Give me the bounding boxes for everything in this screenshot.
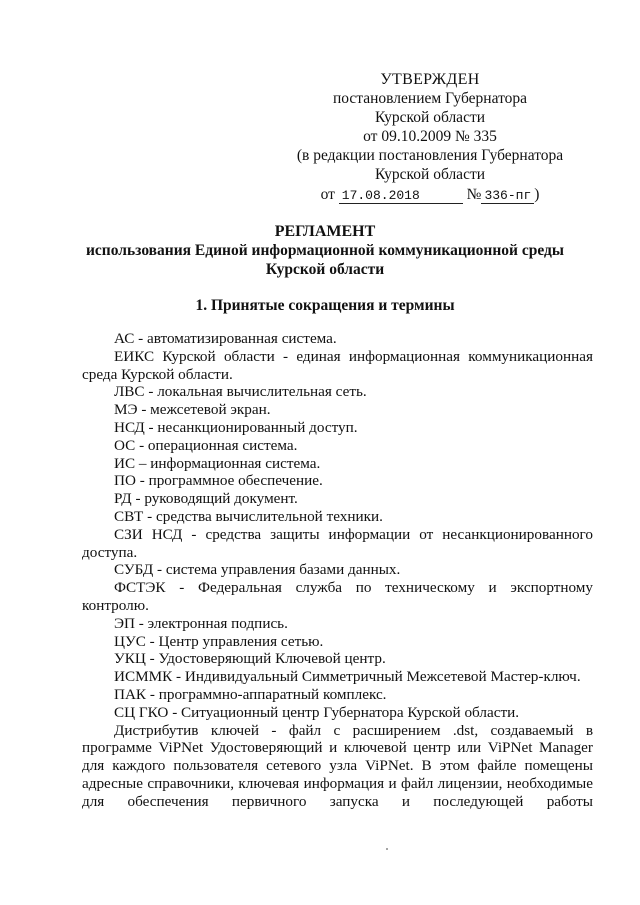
scan-speck — [386, 848, 388, 850]
term-paragraph: СЦ ГКО - Ситуационный центр Губернатора Курской области. — [114, 703, 520, 721]
term-paragraph: МЭ - межсетевой экран. — [114, 401, 271, 419]
term-paragraph: ОС - операционная система. — [114, 436, 298, 454]
number-prefix: № — [466, 186, 482, 203]
amendment-date: 17.08.2018 — [339, 188, 463, 204]
term-paragraph: СУБД - система управления базами данных. — [114, 561, 401, 579]
term-paragraph: ФСТЭК - Федеральная служба по техническому и экспортному контролю. — [82, 579, 593, 614]
document-title — [60, 222, 590, 279]
approval-line: Курской области — [374, 166, 486, 183]
term-paragraph: УКЦ - Удостоверяющий Ключевой центр. — [114, 650, 386, 668]
close-paren: ) — [534, 186, 540, 203]
term-paragraph: СЗИ НСД - средства защиты информации от несанкционированного доступа. — [82, 525, 593, 561]
term-paragraph: ИСММК - Индивидуальный Симметричный Межсетевой Мастер-ключ. — [114, 668, 581, 686]
term-paragraph: РД - руководящий документ. — [114, 490, 298, 508]
term-paragraph: ЦУС - Центр управления сетью. — [114, 632, 324, 650]
term-paragraph: СВТ - средства вычислительной техники. — [114, 507, 383, 525]
approval-dateline — [280, 185, 580, 204]
approval-line: от 09.10.2009 № 335 — [363, 128, 497, 145]
term-paragraph: ЕИКС Курской области - единая информационная коммуникационная среда Курской области. — [82, 347, 593, 383]
approval-stamp — [280, 70, 580, 204]
term-paragraph: ИС – информационная система. — [114, 454, 321, 472]
document-body — [82, 330, 593, 811]
approval-heading: УТВЕРЖДЕН — [380, 71, 480, 88]
title-line: Курской области — [265, 261, 385, 278]
term-paragraph: НСД - несанкционированный доступ. — [114, 418, 358, 436]
date-prefix: от — [320, 186, 335, 203]
approval-line: постановлением Губернатора — [332, 90, 528, 107]
approval-line: Курской области — [374, 109, 486, 126]
term-paragraph: ПАК - программно-аппаратный комплекс. — [114, 685, 387, 703]
term-paragraph: ПО - программное обеспечение. — [114, 472, 323, 490]
term-paragraph: ЭП - электронная подпись. — [114, 614, 288, 632]
term-paragraph: ЛВС - локальная вычислительная сеть. — [114, 383, 367, 401]
title-line: использования Единой информационной коммуникационной среды — [86, 242, 564, 259]
section-heading: 1. Принятые сокращения и термины — [195, 297, 455, 314]
term-paragraph: Дистрибутив ключей - файл с расширением .dst, создаваемый в программе ViPNet Удостоверяющий и ключевой центр или ViPNet Manager для каждого пользователя сетевого узла ViPNet. В этом файле помещены адресные справочники, ключевая информация и файл лицензии, необходимые для обеспечения первичного запуска и последующей работы — [82, 721, 593, 810]
title-main: РЕГЛАМЕНТ — [274, 223, 376, 240]
approval-line: (в редакции постановления Губернатора — [296, 147, 564, 164]
term-paragraph: АС - автоматизированная система. — [114, 330, 337, 347]
amendment-number: 336-пг — [481, 188, 534, 204]
